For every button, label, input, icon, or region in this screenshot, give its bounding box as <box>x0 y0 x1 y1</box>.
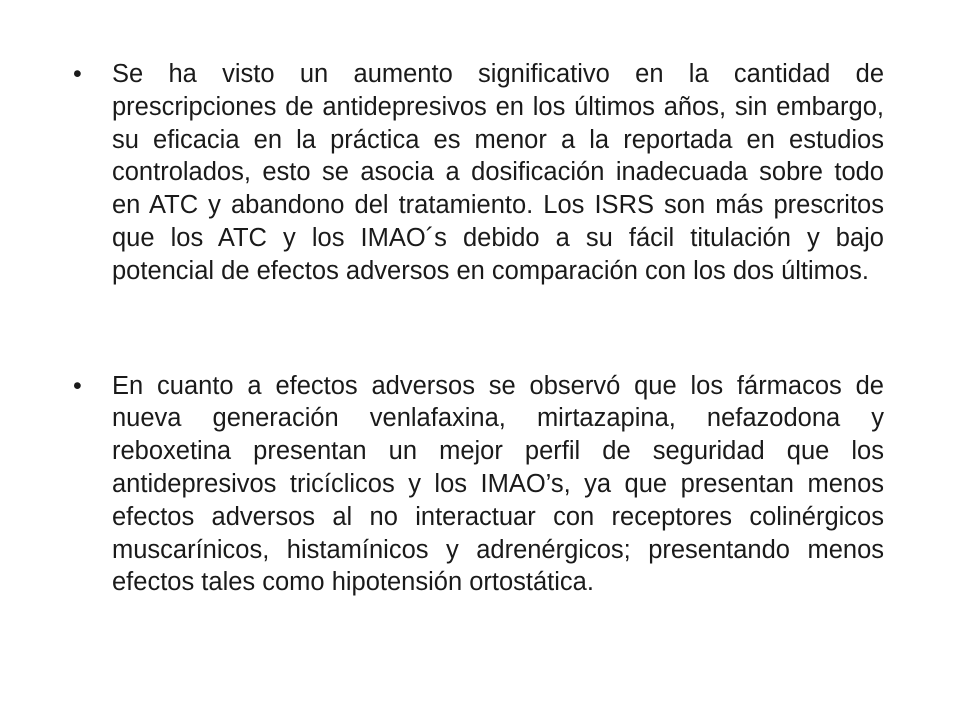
bullet-item <box>70 370 884 600</box>
bullet-point-icon: • <box>73 60 82 88</box>
bullet-text: En cuanto a efectos adversos se observó que los fármacos de nueva generación venlafaxina, mirtazapina, nefazodona y reboxetina presentan un mejor perfil de seguridad que los antidepresivos tricíclicos y los IMAO’s, ya que presentan menos efectos adversos al no interactuar con receptores colinérgicos muscarínicos, histamínicos y adrenérgicos; presentando menos efectos tales como hipotensión ortostática. <box>112 371 884 597</box>
bullet-list <box>70 58 884 599</box>
bullet-text: Se ha visto un aumento significativo en la cantidad de prescripciones de antidepresivos en los últimos años, sin embargo, su eficacia en la práctica es menor a la reportada en estudios controlados, esto se asocia a dosificación inadecuada sobre todo en ATC y abandono del tratamiento. Los ISRS son más prescritos que los ATC y los IMAO´s debido a su fácil titulación y bajo potencial de efectos adversos en comparación con los dos últimos. <box>112 60 884 285</box>
bullet-point-icon: • <box>73 371 82 400</box>
bullet-item <box>70 58 884 288</box>
